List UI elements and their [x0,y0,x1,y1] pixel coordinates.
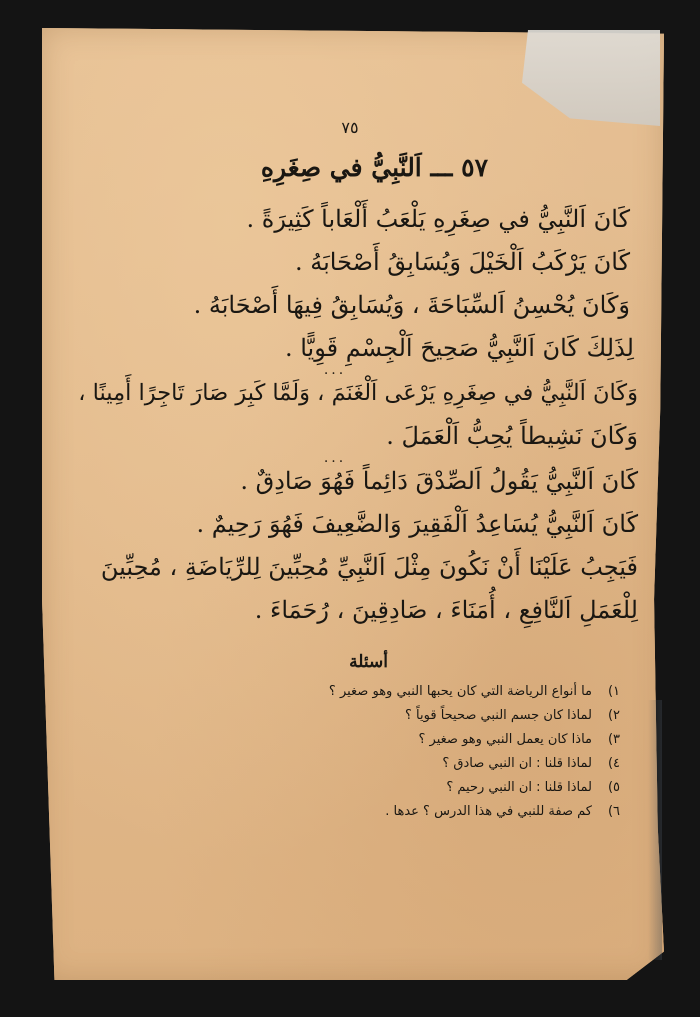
section-separator: ... [323,362,347,378]
question-item [72,704,620,728]
text-line: لِذَلِكَ كَانَ اَلنَّبِيُّ صَحِيحَ اَلْجِسْمِ قَوِيًّا . [284,334,634,362]
question-item [72,752,620,776]
question-number: ٦) [607,804,620,819]
question-item [72,800,620,824]
paragraph-virtues [72,460,638,632]
question-text: لماذا كان جسم النبي صحيحاً قوياً ؟ [405,708,592,723]
page-number: ٧٥ [341,118,359,137]
questions-section [72,652,638,824]
questions-list [72,680,620,824]
question-number: ٥) [607,780,620,795]
text-line: لِلْعَمَلِ اَلنَّافِعِ ، أُمَنَاءَ ، صَادِقِينَ ، رُحَمَاءَ . [254,596,638,624]
question-item [72,680,620,704]
paragraph-work [72,372,638,458]
text-line: كَانَ اَلنَّبِيُّ يَقُولُ اَلصِّدْقَ دَائِماً فَهُوَ صَادِقٌ . [240,467,638,495]
text-line: كَانَ اَلنَّبِيُّ في صِغَرِهِ يَلْعَبُ أَلْعَاباً كَثِيرَةً . [246,205,630,233]
section-separator: ... [323,450,347,466]
question-number: ٤) [607,756,620,771]
text-line: وَكَانَ نَشِيطاً يُحِبُّ اَلْعَمَلَ . [386,422,638,450]
question-number: ١) [607,684,620,699]
question-item [72,728,620,752]
paragraph-sports [72,198,638,370]
page-content [72,118,638,824]
question-text: كم صفة للنبي في هذا الدرس ؟ عدها . [385,804,592,819]
lesson-title: ٥٧ ـــ اَلنَّبِيُّ في صِغَرِهِ [260,153,488,182]
question-text: ما أنواع الرياضة التي كان يحبها النبي وهو صغير ؟ [328,684,592,699]
questions-title: أسئلة [349,652,388,672]
text-line: وَكَانَ يُحْسِنُ اَلسِّبَاحَةَ ، وَيُسَابِقُ فِيهَا أَصْحَابَهُ . [193,291,630,319]
text-line: وَكَانَ اَلنَّبِيُّ في صِغَرِهِ يَرْعَى اَلْغَنَمَ ، وَلَمَّا كَبِرَ صَارَ تَاجِرًا أَمِينًا ، [78,380,638,406]
question-text: ماذا كان يعمل النبي وهو صغير ؟ [418,732,592,747]
text-line: كَانَ يَرْكَبُ اَلْخَيْلَ وَيُسَابِقُ أَصْحَابَهُ . [294,248,630,276]
question-item [72,776,620,800]
text-line: كَانَ اَلنَّبِيُّ يُسَاعِدُ اَلْفَقِيرَ وَالضَّعِيفَ فَهُوَ رَحِيمٌ . [196,510,638,538]
question-number: ٢) [607,708,620,723]
question-text: لماذا قلنا : ان النبي صادق ؟ [442,756,592,771]
text-line: فَيَجِبُ عَلَيْنَا أَنْ نَكُونَ مِثْلَ اَلنَّبِيِّ مُحِبِّينَ لِلرِّيَاضَةِ ، مُحِبِّينَ [100,553,638,581]
question-number: ٣) [607,732,620,747]
question-text: لماذا قلنا : ان النبي رحيم ؟ [446,780,592,795]
page-edge-shadow [648,700,662,960]
